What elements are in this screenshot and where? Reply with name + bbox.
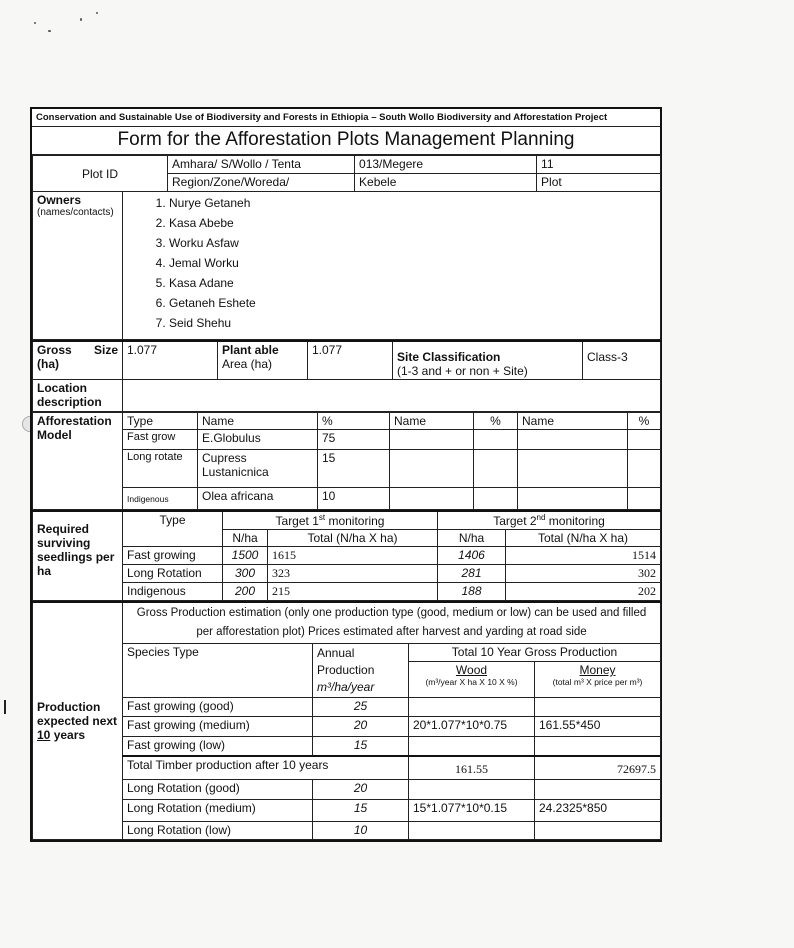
table-row xyxy=(33,737,661,756)
site-class-value[interactable]: Class-3 xyxy=(583,341,661,380)
location-label xyxy=(33,380,123,412)
annual-header xyxy=(313,644,409,698)
model-label-1: Afforestation xyxy=(37,414,112,428)
annual[interactable]: 15 xyxy=(313,800,409,822)
wood[interactable]: 20*1.077*10*0.75 xyxy=(409,717,535,737)
money[interactable] xyxy=(535,822,661,840)
management-planning-form xyxy=(30,107,662,842)
production-label-1: Production xyxy=(37,700,101,714)
table-row xyxy=(33,450,661,488)
plantable-label-1: Plant able xyxy=(222,343,279,357)
owner-item[interactable]: 3. Worku Asfaw xyxy=(169,233,656,253)
owner-item[interactable]: 7. Seid Shehu xyxy=(169,313,656,333)
seedlings-n2[interactable]: 281 xyxy=(438,565,506,583)
wood-header xyxy=(409,662,535,698)
model-pct3-header: % xyxy=(628,413,661,430)
owners-list xyxy=(127,193,656,333)
scan-speck xyxy=(34,22,36,24)
seedlings-n2[interactable]: 1406 xyxy=(438,547,506,565)
kebele-label: Kebele xyxy=(355,174,537,192)
target2-header: Target 2nd monitoring xyxy=(438,511,661,530)
model-name3-header: Name xyxy=(518,413,628,430)
species: Fast growing (medium) xyxy=(123,717,313,737)
region-label: Region/Zone/Woreda/ xyxy=(168,174,355,192)
site-class-label-2: (1-3 and + or non + Site) xyxy=(397,364,528,378)
seedlings-label-4: ha xyxy=(37,564,52,578)
model-type: Indigenous xyxy=(123,488,198,510)
owners-label-cell xyxy=(33,192,123,340)
total-money[interactable]: 72697.5 xyxy=(535,756,661,780)
wood[interactable] xyxy=(409,780,535,800)
seedlings-type: Indigenous xyxy=(123,583,223,601)
money[interactable]: 24.2325*850 xyxy=(535,800,661,822)
location-label-2: description xyxy=(37,395,102,409)
table-row xyxy=(33,756,661,780)
model-pct2-header: % xyxy=(474,413,518,430)
annual-header-2: Production xyxy=(317,663,375,677)
owner-item[interactable]: 2. Kasa Abebe xyxy=(169,213,656,233)
money[interactable] xyxy=(535,780,661,800)
total-wood[interactable]: 161.55 xyxy=(409,756,535,780)
seedlings-type: Long Rotation xyxy=(123,565,223,583)
model-name2-header: Name xyxy=(390,413,474,430)
wood-header-label: Wood xyxy=(455,663,488,677)
model-type: Long rotate xyxy=(123,450,198,488)
model-pct[interactable]: 15 xyxy=(318,450,390,488)
plantable-value[interactable]: 1.077 xyxy=(308,341,393,380)
location-value[interactable] xyxy=(123,380,661,412)
project-title: Conservation and Sustainable Use of Biodiversity and Forests in Ethiopia – South Wollo Biodiversity and Afforestation Project xyxy=(32,109,660,127)
production-intro-2: per afforestation plot) Prices estimated after harvest and yarding at road side xyxy=(196,626,587,638)
plantable-label xyxy=(218,341,308,380)
wood-header-formula: (m³/year X ha X 10 X %) xyxy=(425,677,518,687)
plot-value[interactable]: 11 xyxy=(537,156,661,174)
model-name[interactable] xyxy=(198,450,318,488)
money[interactable]: 161.55*450 xyxy=(535,717,661,737)
gross-label: Gross xyxy=(37,343,72,357)
money-header-formula: (total m³ X price per m³) xyxy=(552,677,643,687)
table-row xyxy=(33,583,661,601)
annual-header-3: m³/ha/year xyxy=(317,680,375,694)
species: Fast growing (low) xyxy=(123,737,313,756)
owner-item[interactable]: 5. Kasa Adane xyxy=(169,273,656,293)
model-name-line-1: Cupress xyxy=(202,451,247,465)
species: Long Rotation (good) xyxy=(123,780,313,800)
table-row xyxy=(33,822,661,840)
site-class-label xyxy=(393,341,583,380)
production-years-label: years xyxy=(50,728,86,742)
total2-header: Total (N/ha X ha) xyxy=(506,530,661,547)
seedlings-type-header: Type xyxy=(123,511,223,547)
owners-label: Owners xyxy=(37,193,82,207)
model-name-line-2: Lustanicnica xyxy=(202,465,269,479)
wood[interactable] xyxy=(409,822,535,840)
seedlings-n1[interactable]: 1500 xyxy=(223,547,268,565)
table-row xyxy=(33,800,661,822)
production-years-num: 10 xyxy=(37,728,51,742)
money[interactable] xyxy=(535,737,661,756)
annual-header-1: Annual xyxy=(317,646,355,660)
plot-id-label: Plot ID xyxy=(33,156,168,192)
model-label xyxy=(33,413,123,510)
seedlings-n2[interactable]: 188 xyxy=(438,583,506,601)
table-row xyxy=(33,488,661,510)
production-intro xyxy=(123,602,661,644)
annual[interactable]: 15 xyxy=(313,737,409,756)
total10-header: Total 10 Year Gross Production xyxy=(409,644,661,662)
model-type: Fast grow xyxy=(123,430,198,450)
model-pct-header: % xyxy=(318,413,390,430)
plot-label: Plot xyxy=(537,174,661,192)
production-label-2: expected next xyxy=(37,714,118,728)
scan-speck xyxy=(48,30,51,32)
afforestation-model-table xyxy=(32,412,661,510)
table-row xyxy=(33,717,661,737)
seedlings-table xyxy=(32,510,661,601)
plantable-label-2: Area (ha) xyxy=(222,357,273,371)
table-row xyxy=(33,565,661,583)
form-title: Form for the Afforestation Plots Management Planning xyxy=(32,127,660,155)
margin-mark xyxy=(4,700,6,714)
table-row xyxy=(33,430,661,450)
model-pct[interactable]: 75 xyxy=(318,430,390,450)
seedlings-n1[interactable]: 300 xyxy=(223,565,268,583)
size-label: Size xyxy=(93,343,118,357)
seedlings-label-3: seedlings per xyxy=(37,550,115,564)
nha2-header: N/ha xyxy=(438,530,506,547)
money-header xyxy=(535,662,661,698)
seedlings-label-1: Required xyxy=(37,522,90,536)
table-row xyxy=(33,780,661,800)
kebele-value[interactable]: 013/Megere xyxy=(355,156,537,174)
owners-list-cell xyxy=(123,192,661,340)
target1-header: Target 1st monitoring xyxy=(223,511,438,530)
size-table xyxy=(32,340,661,412)
site-class-label-1: Site Classification xyxy=(397,350,501,364)
production-label xyxy=(33,602,123,840)
species: Long Rotation (low) xyxy=(123,822,313,840)
species: Fast growing (good) xyxy=(123,698,313,717)
annual[interactable]: 20 xyxy=(313,780,409,800)
owner-item[interactable]: 4. Jemal Worku xyxy=(169,253,656,273)
seedlings-label xyxy=(33,511,123,601)
seedlings-t2[interactable]: 1514 xyxy=(506,547,661,565)
seedlings-t2[interactable]: 202 xyxy=(506,583,661,601)
table-row xyxy=(33,698,661,717)
annual[interactable]: 20 xyxy=(313,717,409,737)
total1-header: Total (N/ha X ha) xyxy=(268,530,438,547)
model-name[interactable]: E.Globulus xyxy=(198,430,318,450)
species: Long Rotation (medium) xyxy=(123,800,313,822)
seedlings-t1[interactable]: 1615 xyxy=(268,547,438,565)
model-label-2: Model xyxy=(37,428,72,442)
production-intro-1: Gross Production estimation (only one production type (good, medium or low) can be used and filled xyxy=(136,607,647,619)
scan-speck xyxy=(96,12,98,14)
seedlings-t1[interactable]: 323 xyxy=(268,565,438,583)
seedlings-label-2: surviving xyxy=(37,536,91,550)
seedlings-t2[interactable]: 302 xyxy=(506,565,661,583)
seedlings-n1[interactable]: 200 xyxy=(223,583,268,601)
model-name-header: Name xyxy=(198,413,318,430)
plot-info-table xyxy=(32,155,661,340)
production-table xyxy=(32,601,661,840)
gross-size-label xyxy=(33,341,123,380)
model-type-header: Type xyxy=(123,413,198,430)
model-name[interactable]: Olea africana xyxy=(198,488,318,510)
money-header-label: Money xyxy=(579,663,616,677)
annual[interactable]: 25 xyxy=(313,698,409,717)
location-label-1: Location xyxy=(37,381,87,395)
region-value[interactable]: Amhara/ S/Wollo / Tenta xyxy=(168,156,355,174)
owner-item[interactable]: 1. Nurye Getaneh xyxy=(169,193,656,213)
total-timber-label: Total Timber production after 10 years xyxy=(123,756,409,780)
annual[interactable]: 10 xyxy=(313,822,409,840)
gross-unit: (ha) xyxy=(37,357,59,371)
owner-item[interactable]: 6. Getaneh Eshete xyxy=(169,293,656,313)
nha1-header: N/ha xyxy=(223,530,268,547)
table-row xyxy=(33,547,661,565)
gross-size-value[interactable]: 1.077 xyxy=(123,341,218,380)
wood[interactable] xyxy=(409,698,535,717)
seedlings-type: Fast growing xyxy=(123,547,223,565)
owners-sublabel: (names/contacts) xyxy=(37,207,114,218)
species-header: Species Type xyxy=(123,644,313,698)
scan-speck xyxy=(80,18,82,21)
wood[interactable] xyxy=(409,737,535,756)
model-pct[interactable]: 10 xyxy=(318,488,390,510)
wood[interactable]: 15*1.077*10*0.15 xyxy=(409,800,535,822)
seedlings-t1[interactable]: 215 xyxy=(268,583,438,601)
money[interactable] xyxy=(535,698,661,717)
